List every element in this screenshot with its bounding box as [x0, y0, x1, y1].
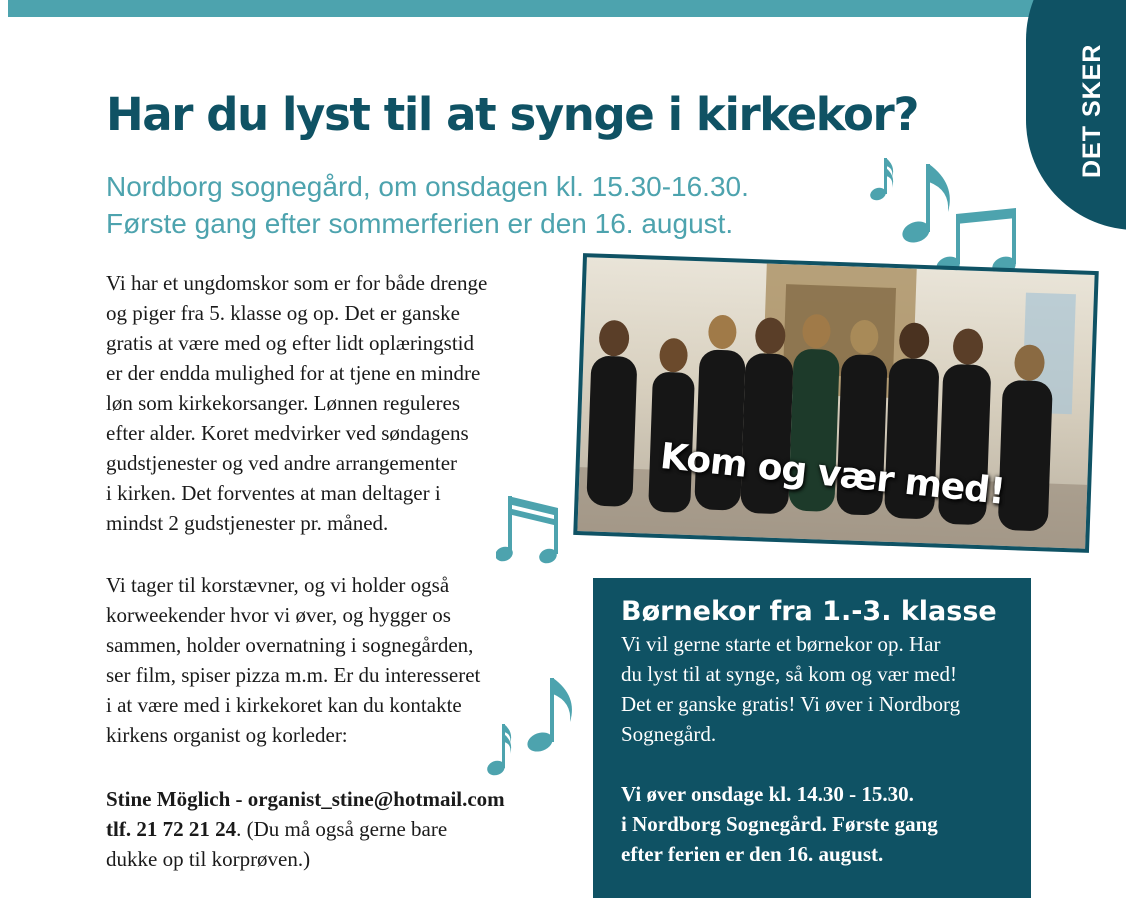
- page-title: Har du lyst til at synge i kirkekor?: [106, 88, 919, 141]
- text-line: Sognegård.: [621, 722, 717, 746]
- text-line: mindst 2 gudstjenester pr. måned.: [106, 511, 389, 535]
- text-line: korweekender hvor vi øver, og hygger os: [106, 603, 451, 627]
- section-tab: [1026, 0, 1126, 230]
- photo-caption: Kom og vær med!: [658, 435, 1007, 513]
- intro-paragraph: [106, 268, 576, 538]
- text-line: i kirken. Det forventes at man deltager i: [106, 481, 441, 505]
- contact-info: [106, 784, 505, 874]
- contact-note: . (Du må også gerne bare: [236, 817, 448, 841]
- text-line: gratis at være med og efter lidt oplæringstid: [106, 331, 475, 355]
- text-line: Vi vil gerne starte et børnekor op. Har: [621, 632, 941, 656]
- contact-phone[interactable]: tlf. 21 72 21 24: [106, 817, 237, 841]
- text-line: i Nordborg Sognegård. Første gang: [621, 812, 938, 836]
- contact-name-email[interactable]: Stine Möglich - organist_stine@hotmail.com: [106, 787, 505, 811]
- children-choir-title: Børnekor fra 1.-3. klasse: [621, 596, 997, 627]
- text-line: og piger fra 5. klasse og op. Det er ganske: [106, 301, 460, 325]
- text-line: du lyst til at synge, så kom og vær med!: [621, 662, 957, 686]
- text-line: Det er ganske gratis! Vi øver i Nordborg: [621, 692, 961, 716]
- text-line: Vi har et ungdomskor som er for både drenge: [106, 271, 488, 295]
- choir-photo-illustration: [577, 257, 1094, 549]
- section-tab-label: DET SKER: [1078, 43, 1106, 178]
- subheading-line: Første gang efter sommerferien er den 16. august.: [106, 208, 734, 239]
- text-line: efter ferien er den 16. august.: [621, 842, 884, 866]
- subheading: [106, 168, 749, 242]
- text-line: Vi øver onsdage kl. 14.30 - 15.30.: [621, 782, 914, 806]
- contact-note-line: dukke op til korprøven.): [106, 847, 311, 871]
- children-choir-box: [593, 578, 1031, 898]
- top-stripe: [8, 0, 1068, 17]
- children-choir-text: [621, 629, 1011, 749]
- text-line: i at være med i kirkekoret kan du kontakte: [106, 693, 462, 717]
- text-line: gudstjenester og ved andre arrangementer: [106, 451, 458, 475]
- activities-paragraph: [106, 570, 576, 750]
- children-choir-schedule: [621, 779, 1011, 869]
- text-line: efter alder. Koret medvirker ved søndagens: [106, 421, 469, 445]
- text-line: Vi tager til korstævner, og vi holder også: [106, 573, 450, 597]
- text-line: løn som kirkekorsanger. Lønnen reguleres: [106, 391, 460, 415]
- text-line: er der endda mulighed for at tjene en mindre: [106, 361, 481, 385]
- text-line: sammen, holder overnatning i sognegården,: [106, 633, 474, 657]
- choir-photo: [573, 253, 1099, 553]
- music-note-icon: [866, 152, 900, 204]
- text-line: kirkens organist og korleder:: [106, 723, 348, 747]
- text-line: ser film, spiser pizza m.m. Er du interesseret: [106, 663, 481, 687]
- subheading-line: Nordborg sognegård, om onsdagen kl. 15.30-16.30.: [106, 171, 749, 202]
